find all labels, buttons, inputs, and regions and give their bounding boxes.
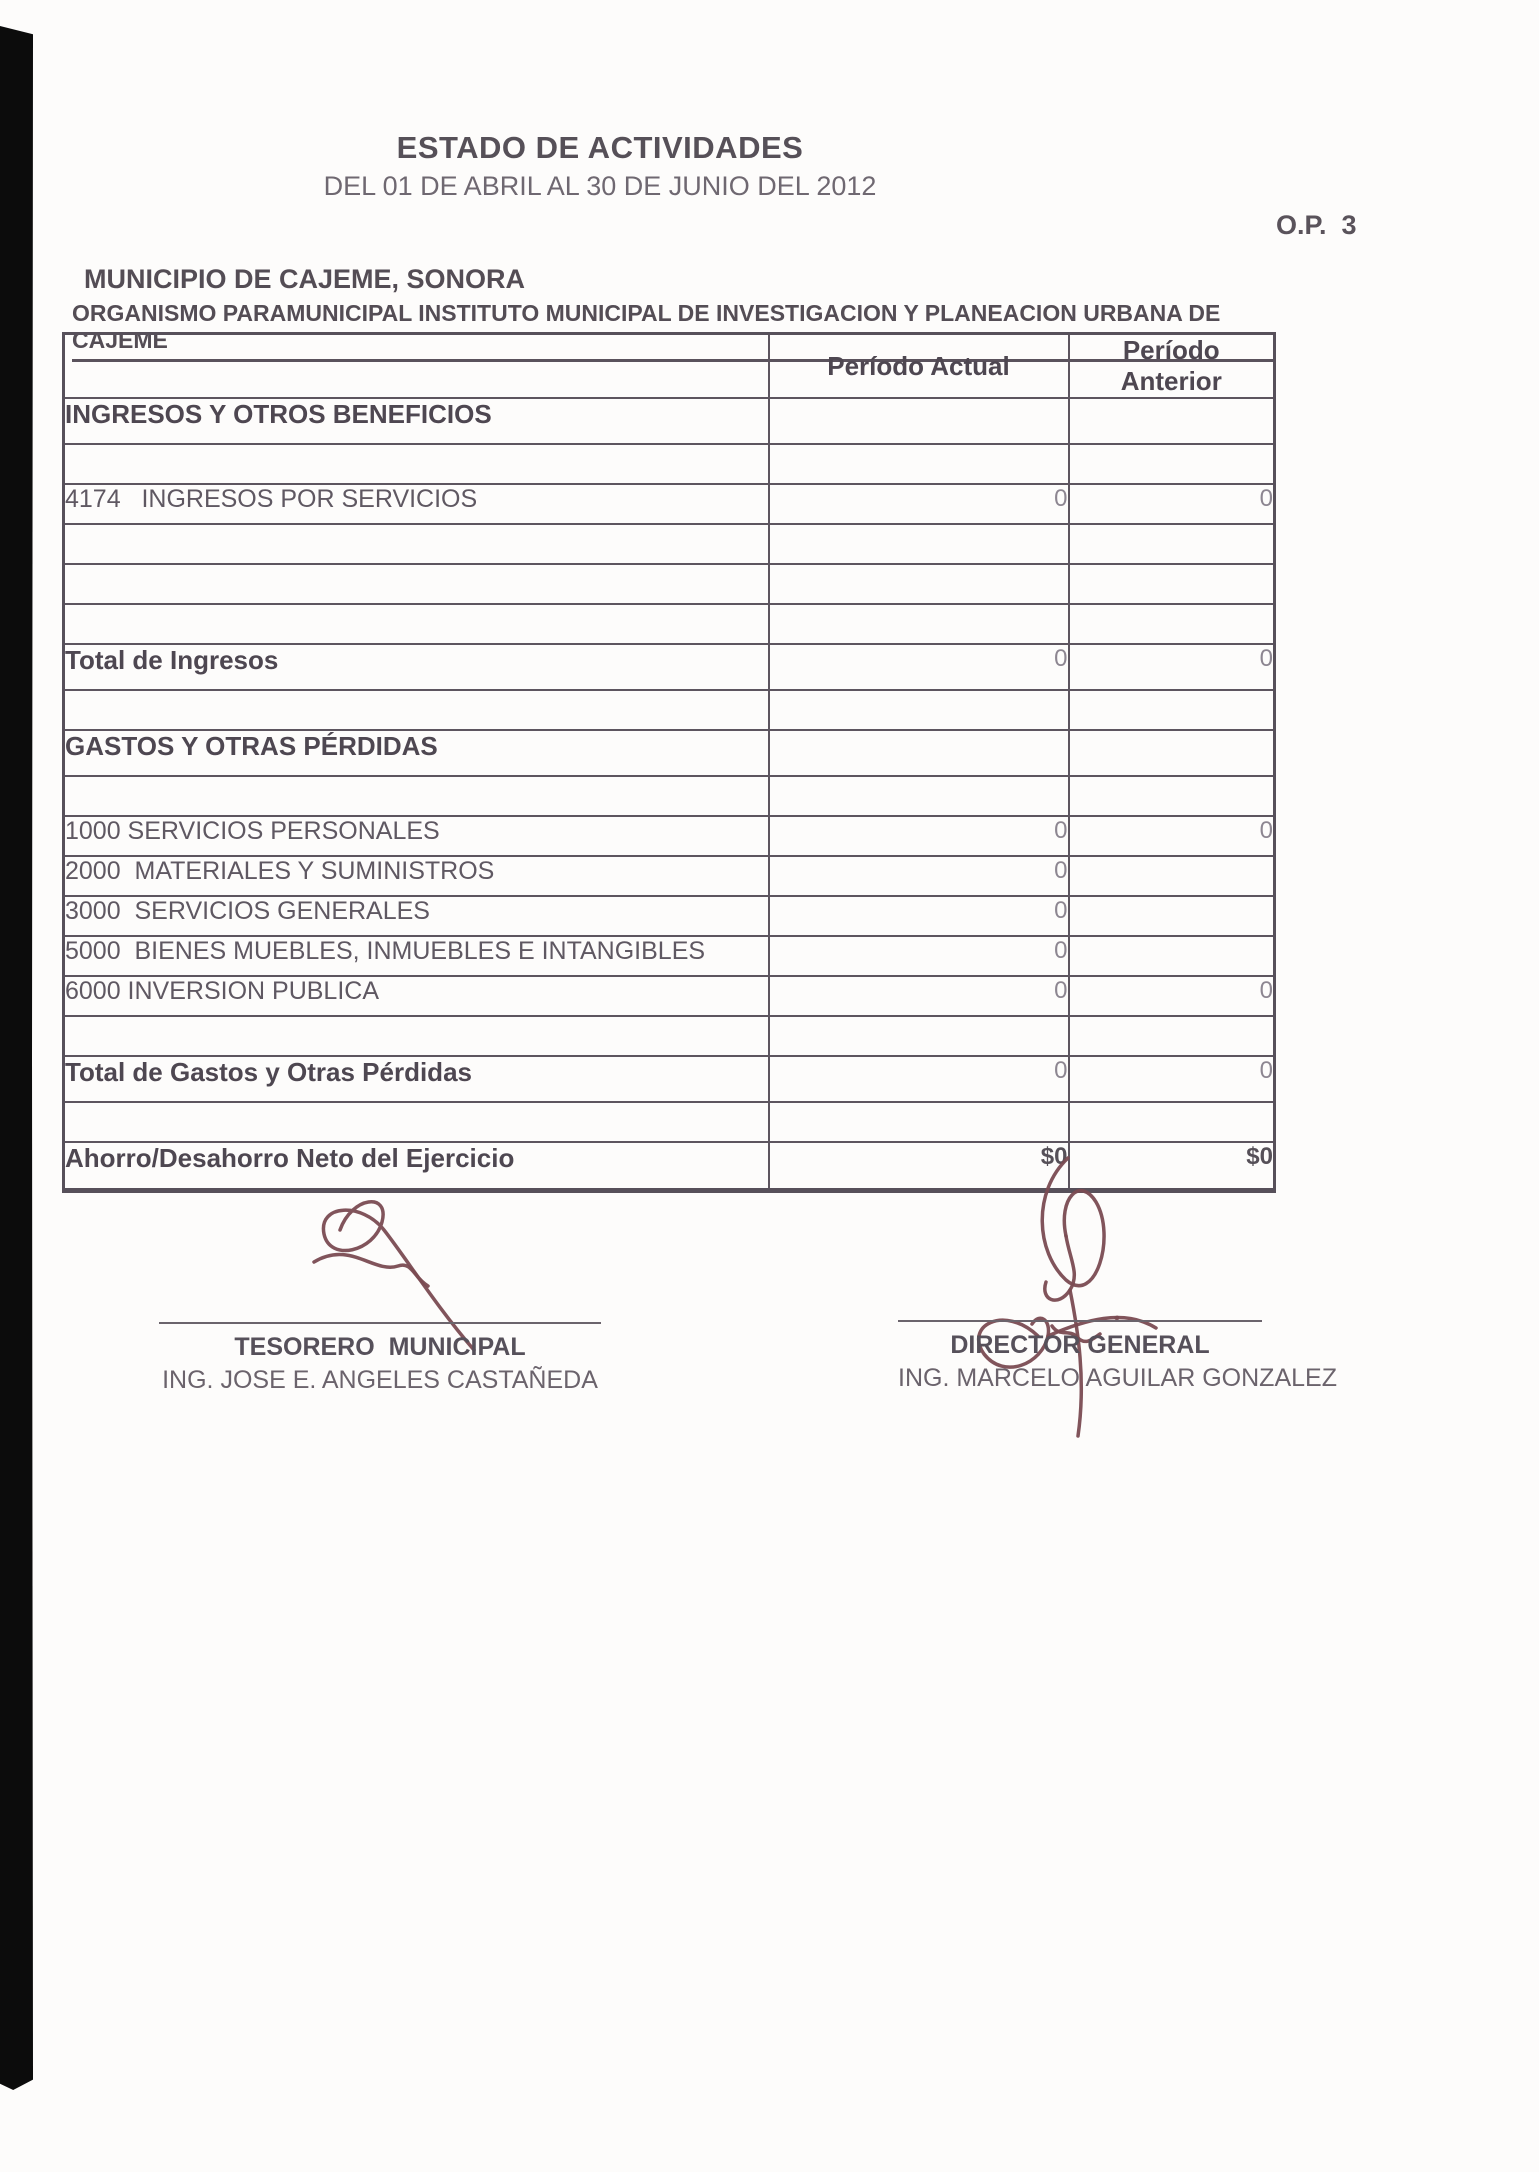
table-row-empty: [64, 1102, 1275, 1142]
value-periodo-anterior: $0: [1069, 1142, 1275, 1190]
value-periodo-actual: [769, 690, 1069, 730]
table-row-empty: [64, 604, 1275, 644]
header-periodo-anterior: Período Anterior: [1069, 334, 1275, 399]
document-title: ESTADO DE ACTIVIDADES: [396, 130, 804, 165]
organism-line: ORGANISMO PARAMUNICIPAL INSTITUTO MUNICIPAL DE INVESTIGACION Y PLANEACION URBANA DE CAJEME: [72, 300, 1273, 362]
table-row: [64, 484, 1275, 524]
value-periodo-anterior: 0: [1069, 484, 1275, 524]
value-periodo-anterior: [1069, 444, 1275, 484]
row-label: 4174 INGRESOS POR SERVICIOS: [64, 484, 769, 524]
value-periodo-anterior: 0: [1069, 816, 1275, 856]
row-label: 3000 SERVICIOS GENERALES: [64, 896, 769, 936]
row-label: 2000 MATERIALES Y SUMINISTROS: [64, 856, 769, 896]
signature-name: ING. JOSE E. ANGELES CASTAÑEDA: [162, 1366, 598, 1394]
value-periodo-anterior: [1069, 856, 1275, 896]
value-periodo-actual: $0: [769, 1142, 1069, 1190]
table-row: [64, 856, 1275, 896]
table-row-empty: [64, 564, 1275, 604]
row-label: [64, 444, 769, 484]
activities-table: [62, 332, 1276, 1193]
value-periodo-actual: 0: [769, 856, 1069, 896]
row-label: [64, 604, 769, 644]
table-row: [64, 644, 1275, 690]
table-row-empty: [64, 1016, 1275, 1056]
signature-block-tesorero: [159, 1322, 601, 1395]
row-label: [64, 1102, 769, 1142]
row-label: Ahorro/Desahorro Neto del Ejercicio: [64, 1142, 769, 1190]
value-periodo-anterior: [1069, 896, 1275, 936]
row-label: INGRESOS Y OTROS BENEFICIOS: [64, 398, 769, 444]
row-label: [64, 564, 769, 604]
row-label: [64, 524, 769, 564]
table-row: [64, 816, 1275, 856]
value-periodo-anterior: [1069, 730, 1275, 776]
value-periodo-anterior: [1069, 604, 1275, 644]
value-periodo-actual: 0: [769, 976, 1069, 1016]
header-periodo-actual: Período Actual: [769, 334, 1069, 399]
table-row: [64, 896, 1275, 936]
row-label: [64, 1016, 769, 1056]
value-periodo-actual: [769, 776, 1069, 816]
value-periodo-actual: [769, 1016, 1069, 1056]
row-label: Total de Gastos y Otras Pérdidas: [64, 1056, 769, 1102]
value-periodo-actual: [769, 564, 1069, 604]
signature-block-director: [898, 1320, 1337, 1393]
value-periodo-anterior: 0: [1069, 1056, 1275, 1102]
scanner-edge-artifact: [0, 26, 33, 2090]
value-periodo-actual: [769, 444, 1069, 484]
value-periodo-actual: [769, 398, 1069, 444]
row-label: 6000 INVERSION PUBLICA: [64, 976, 769, 1016]
row-label: [64, 776, 769, 816]
table-row: [64, 976, 1275, 1016]
signature-line: [898, 1320, 1262, 1322]
value-periodo-anterior: [1069, 398, 1275, 444]
value-periodo-anterior: [1069, 936, 1275, 976]
value-periodo-actual: 0: [769, 484, 1069, 524]
value-periodo-actual: [769, 730, 1069, 776]
value-periodo-anterior: [1069, 524, 1275, 564]
signature-name: ING. MARCELO AGUILAR GONZALEZ: [898, 1364, 1337, 1392]
value-periodo-anterior: [1069, 690, 1275, 730]
signature-line: [159, 1322, 601, 1324]
signature-role: TESORERO MUNICIPAL: [234, 1333, 526, 1361]
row-label: 1000 SERVICIOS PERSONALES: [64, 816, 769, 856]
value-periodo-actual: 0: [769, 816, 1069, 856]
document-period-subtitle: DEL 01 DE ABRIL AL 30 DE JUNIO DEL 2012: [323, 171, 877, 201]
value-periodo-anterior: [1069, 776, 1275, 816]
value-periodo-actual: 0: [769, 644, 1069, 690]
value-periodo-anterior: [1069, 1102, 1275, 1142]
table-row: [64, 730, 1275, 776]
table-row: [64, 1142, 1275, 1190]
table-row: [64, 1056, 1275, 1102]
row-label: [64, 690, 769, 730]
row-label: 5000 BIENES MUEBLES, INMUEBLES E INTANGIBLES: [64, 936, 769, 976]
signature-role: DIRECTOR GENERAL: [950, 1331, 1210, 1359]
value-periodo-actual: 0: [769, 1056, 1069, 1102]
row-label: Total de Ingresos: [64, 644, 769, 690]
header-concept-cell: [64, 334, 769, 399]
table-row-empty: [64, 524, 1275, 564]
row-label: GASTOS Y OTRAS PÉRDIDAS: [64, 730, 769, 776]
value-periodo-actual: [769, 1102, 1069, 1142]
table-row-empty: [64, 444, 1275, 484]
value-periodo-actual: 0: [769, 936, 1069, 976]
value-periodo-actual: 0: [769, 896, 1069, 936]
value-periodo-anterior: [1069, 1016, 1275, 1056]
value-periodo-anterior: 0: [1069, 644, 1275, 690]
table-row-empty: [64, 690, 1275, 730]
value-periodo-actual: [769, 524, 1069, 564]
table-row-empty: [64, 776, 1275, 816]
op-number: O.P. 3: [1276, 210, 1357, 240]
table-row: [64, 398, 1275, 444]
municipality-line: MUNICIPIO DE CAJEME, SONORA: [84, 264, 526, 294]
value-periodo-anterior: 0: [1069, 976, 1275, 1016]
table-row: [64, 936, 1275, 976]
table-header-row: [64, 334, 1275, 399]
value-periodo-anterior: [1069, 564, 1275, 604]
value-periodo-actual: [769, 604, 1069, 644]
